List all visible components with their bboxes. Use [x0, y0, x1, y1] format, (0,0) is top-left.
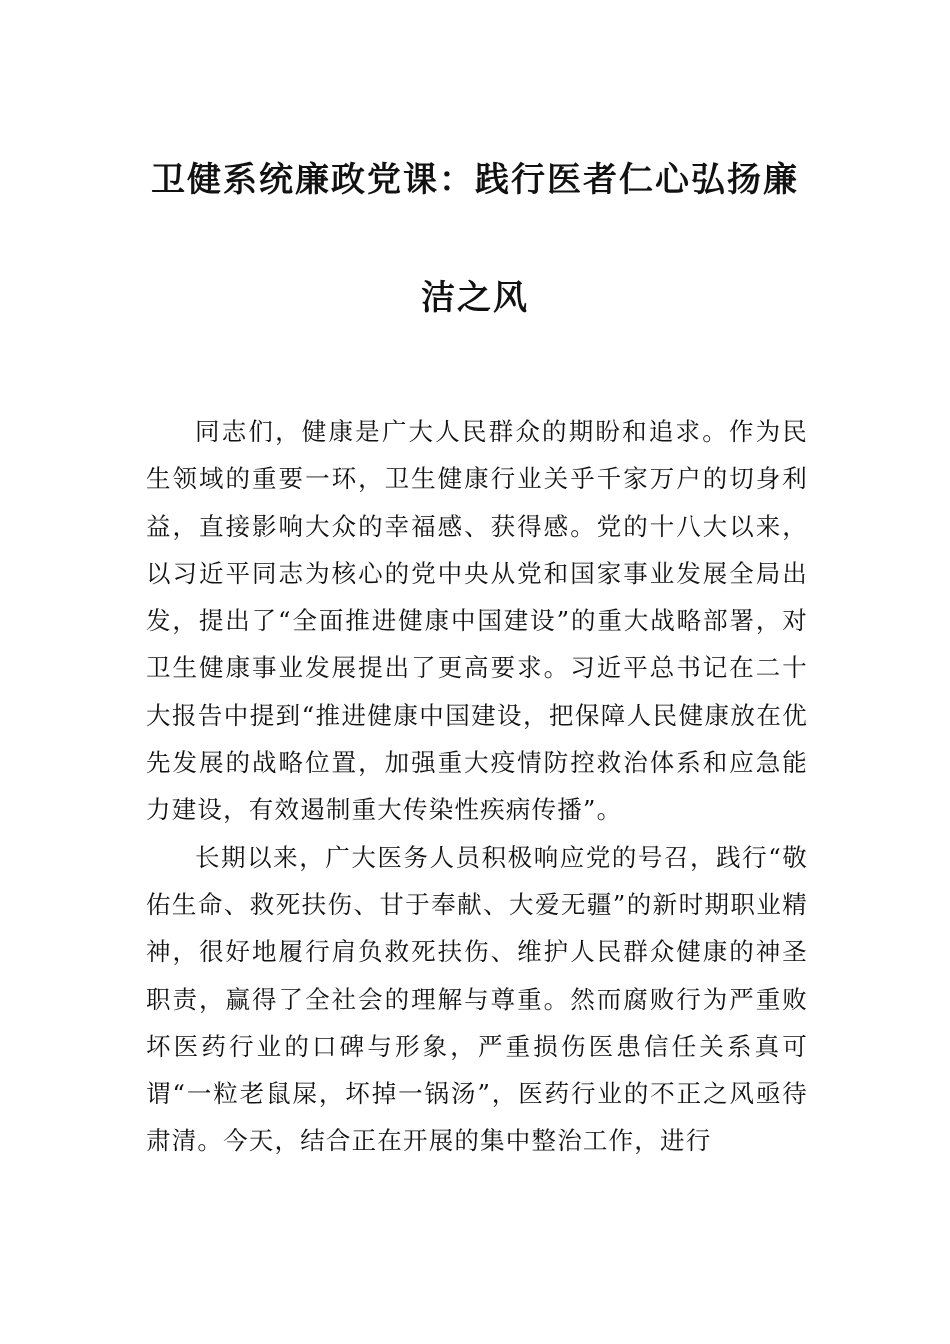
- title-line-1: 卫健系统廉政党课：践行医者仁心弘扬廉: [151, 160, 799, 200]
- document-body: [146, 408, 808, 1165]
- paragraph-1: 同志们，健康是广大人民群众的期盼和追求。作为民生领域的重要一环，卫生健康行业关乎千家万户的切身利益，直接影响大众的幸福感、获得感。党的十八大以来，以习近平同志为核心的党中央从党和国家事业发展全局出发，提出了“全面推进健康中国建设”的重大战略部署，对卫生健康事业发展提出了更高要求。习近平总书记在二十大报告中提到“推进健康中国建设，把保障人民健康放在优先发展的战略位置，加强重大疫情防控救治体系和应急能力建设，有效遏制重大传染性疾病传播”。: [146, 417, 808, 825]
- document-title: [130, 150, 820, 328]
- title-line-2: 洁之风: [421, 278, 529, 318]
- paragraph-2: 长期以来，广大医务人员积极响应党的号召，践行“敬佑生命、救死扶伤、甘于奉献、大爱无疆”的新时期职业精神，很好地履行肩负救死扶伤、维护人民群众健康的神圣职责，赢得了全社会的理解与尊重。然而腐败行为严重败坏医药行业的口碑与形象，严重损伤医患信任关系真可谓“一粒老鼠屎，坏掉一锅汤”，医药行业的不正之风亟待肃清。今天，结合正在开展的集中整治工作，进行: [146, 842, 808, 1156]
